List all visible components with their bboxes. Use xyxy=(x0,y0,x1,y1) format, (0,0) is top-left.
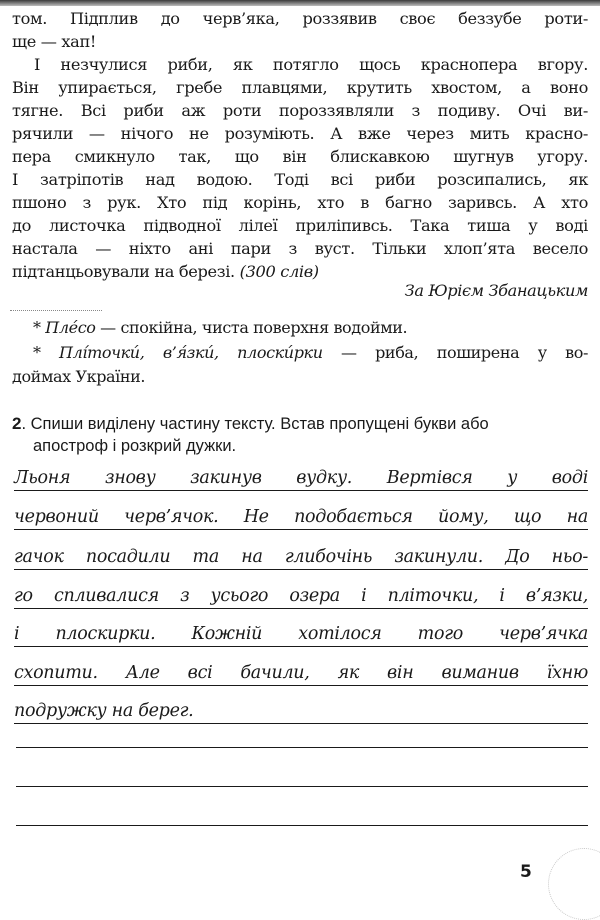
answer-line: подружку на берег. xyxy=(14,699,588,724)
answer-line: червоний черв’ячок. Не подобається йому, що на xyxy=(14,505,588,530)
passage-line: рячили — нічого не розуміють. А вже через мить красно- xyxy=(12,124,588,143)
answer-line: гачок посадили та на глибочінь закинули. До ньо- xyxy=(14,545,588,570)
footnote-divider xyxy=(10,310,102,311)
passage-line: до листочка підводної лілеї приліпивсь. Така тиша у воді xyxy=(12,216,588,235)
footnote-definition: — риба, поширена у во- xyxy=(322,343,588,362)
answer-line: Льоня знову закинув вудку. Вертівся у воді xyxy=(14,466,588,491)
answer-line: го спливалися з усього озера і пліточки, і в’язки, xyxy=(14,584,588,609)
passage-line xyxy=(12,261,588,283)
passage-line: том. Підплив до черв’яка, роззявив своє беззубе роти- xyxy=(12,9,588,28)
task-number: 2 xyxy=(12,414,22,433)
passage-line: настала — ніхто ані пари з вуст. Тільки хлоп’ята весело xyxy=(12,239,588,258)
blank-writing-line[interactable] xyxy=(16,786,588,787)
passage-line: пера смикнуло так, що він блискавкою шугнув угору. xyxy=(12,147,588,166)
task-line-2: апостроф і розкрий дужки. xyxy=(33,437,237,455)
footnote-2 xyxy=(33,343,588,362)
faint-stamp-mark xyxy=(548,848,600,920)
footnote-term: * Плéсо xyxy=(33,318,96,337)
author-attribution: За Юрієм Збанацьким xyxy=(404,281,588,300)
page-number: 5 xyxy=(520,862,532,882)
passage-last-text: підтанцьовували на березі. xyxy=(12,262,240,281)
task-line-1 xyxy=(12,413,592,435)
blank-writing-line[interactable] xyxy=(16,747,588,748)
passage-line: ще — хап! xyxy=(12,32,97,51)
footnote-term: * Плíточкú, в’я́зкú, плоскúрки xyxy=(33,343,323,362)
word-count: (300 слів) xyxy=(239,262,319,281)
footnote-2-continuation: доймах України. xyxy=(12,367,146,386)
footnote-1 xyxy=(33,318,407,337)
passage-line: І незчулися риби, як потягло щось краснопера вгору. xyxy=(34,55,588,74)
footnote-definition: — спокійна, чиста поверхня водойми. xyxy=(95,318,408,337)
passage-line: І затріпотів над водою. Тоді всі риби розсипались, як xyxy=(12,170,588,189)
task-instruction xyxy=(12,413,592,457)
task-text: . Спиши виділену частину тексту. Встав пропущені букви або xyxy=(21,415,489,433)
passage-line: тягне. Всі риби аж роти пороззявляли з подиву. Очі ви- xyxy=(12,101,588,120)
blank-writing-line[interactable] xyxy=(16,825,588,826)
answer-line: схопити. Але всі бачили, як він виманив їхню xyxy=(14,661,588,686)
passage-line: Він упирається, гребе плавцями, крутить хвостом, а воно xyxy=(12,78,588,97)
passage-line: пшоно з рук. Хто під корінь, хто в багно заривсь. А хто xyxy=(12,193,588,212)
answer-line: і плоскирки. Кожній хотілося того черв’ячка xyxy=(14,622,588,647)
